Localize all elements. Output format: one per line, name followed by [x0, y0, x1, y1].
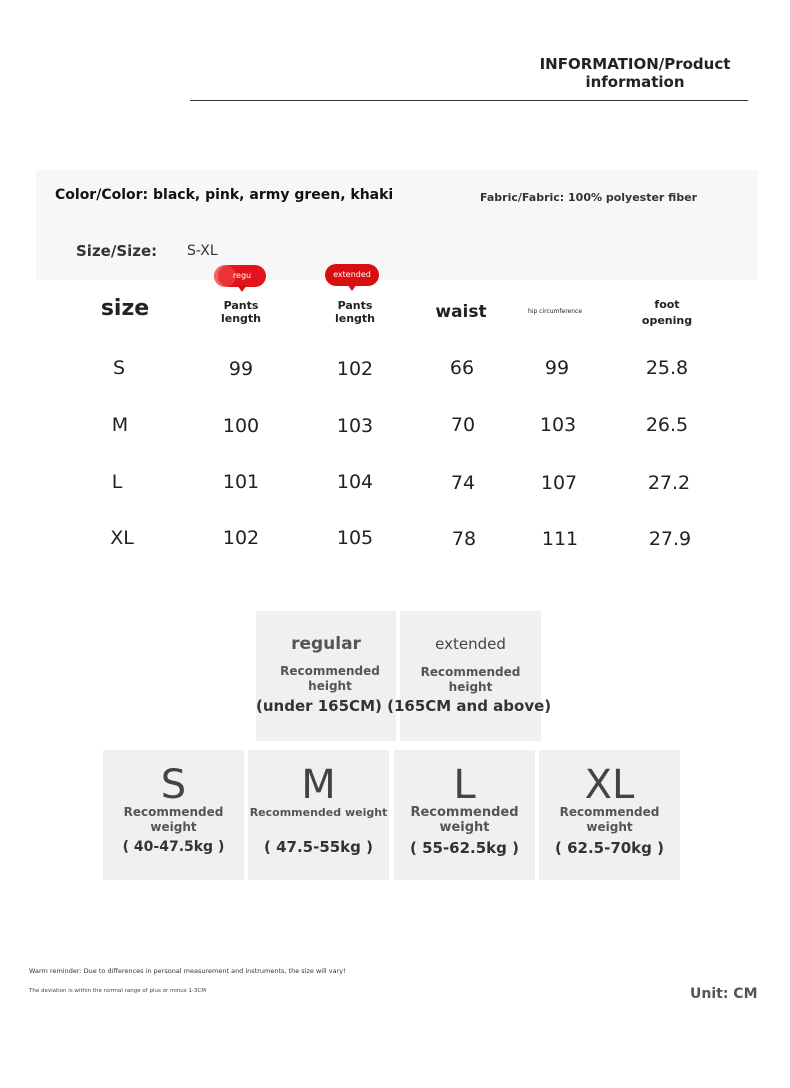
header-waist: waist: [435, 302, 487, 322]
header-pants-length-extended: Pants length: [334, 299, 376, 325]
weight-card-size: XL: [584, 762, 635, 808]
size-value: S-XL: [187, 243, 218, 259]
cell-waist: 78: [451, 528, 477, 550]
weight-card-range: ( 40-47.5kg ): [122, 839, 225, 855]
weight-card-range: ( 47.5-55kg ): [264, 838, 373, 856]
weight-card-xl: [539, 750, 680, 880]
height-ranges: [256, 697, 552, 715]
weight-card-l: [394, 750, 535, 880]
cell-pants-extended: 105: [336, 527, 374, 549]
weight-card-sub: Recommended weight: [249, 806, 388, 819]
weight-card-size: S: [160, 762, 187, 808]
unit-label: Unit: CM: [690, 986, 758, 1002]
weight-card-sub: Recommended weight: [123, 805, 224, 834]
header-foot-opening: foot opening: [641, 298, 693, 327]
cell-size: M: [111, 414, 129, 436]
page-title: INFORMATION/Product information: [539, 55, 731, 91]
cell-hip: 107: [540, 472, 578, 494]
header-pants-length-regular: Pants length: [220, 299, 262, 325]
height-card-regular: [256, 611, 396, 741]
extended-tag: [325, 264, 379, 286]
cell-pants-regular: 100: [222, 415, 260, 437]
height-card-title: regular: [291, 634, 361, 654]
cell-pants-extended: 102: [336, 358, 374, 380]
cell-foot: 25.8: [645, 357, 689, 379]
weight-card-m: [248, 750, 389, 880]
cell-pants-extended: 103: [336, 415, 374, 437]
cell-hip: 103: [539, 414, 577, 436]
warm-reminder: Warm reminder: Due to differences in personal measurement and instruments, the size will vary!: [29, 967, 346, 975]
cell-waist: 70: [450, 414, 476, 436]
weight-card-size: L: [453, 762, 476, 808]
height-card-sub: Recommended height: [420, 665, 521, 694]
cell-size: XL: [110, 527, 134, 549]
cell-size: L: [111, 471, 123, 493]
weight-card-sub: Recommended weight: [559, 805, 660, 834]
size-label: Size/Size:: [76, 242, 158, 260]
color-info: Color/Color: black, pink, army green, khaki: [55, 187, 394, 203]
cell-hip: 111: [541, 528, 579, 550]
cell-size: S: [112, 357, 126, 379]
cell-waist: 66: [449, 357, 475, 379]
regular-tag: [218, 265, 266, 287]
weight-card-range: ( 55-62.5kg ): [410, 839, 519, 857]
cell-pants-regular: 99: [228, 358, 254, 380]
weight-card-sub: Recommended weight: [410, 805, 519, 835]
cell-waist: 74: [450, 472, 476, 494]
cell-pants-regular: 101: [222, 471, 260, 493]
height-card-extended: [400, 611, 541, 741]
height-range-regular: (under 165CM): [256, 697, 382, 715]
cell-foot: 26.5: [645, 414, 689, 436]
extended-tag-label: extended: [333, 270, 371, 279]
cell-pants-regular: 102: [222, 527, 260, 549]
header-size: size: [100, 296, 150, 321]
height-range-extended: (165CM and above): [387, 697, 552, 715]
deviation-note: The deviation is within the normal range of plus or minus 1-3CM: [29, 988, 206, 994]
cell-pants-extended: 104: [336, 471, 374, 493]
height-card-title: extended: [435, 635, 506, 653]
height-card-sub: Recommended height: [280, 664, 380, 693]
weight-card-range: ( 62.5-70kg ): [555, 839, 664, 857]
cell-hip: 99: [544, 357, 570, 379]
fabric-info: Fabric/Fabric: 100% polyester fiber: [480, 191, 698, 204]
cell-foot: 27.2: [647, 472, 691, 494]
weight-card-size: M: [301, 762, 336, 808]
weight-card-s: [103, 750, 244, 880]
cell-foot: 27.9: [648, 528, 692, 550]
regular-tag-label: regu: [232, 271, 252, 280]
header-hip: hip circumference: [527, 308, 583, 315]
header-divider: [190, 100, 748, 101]
